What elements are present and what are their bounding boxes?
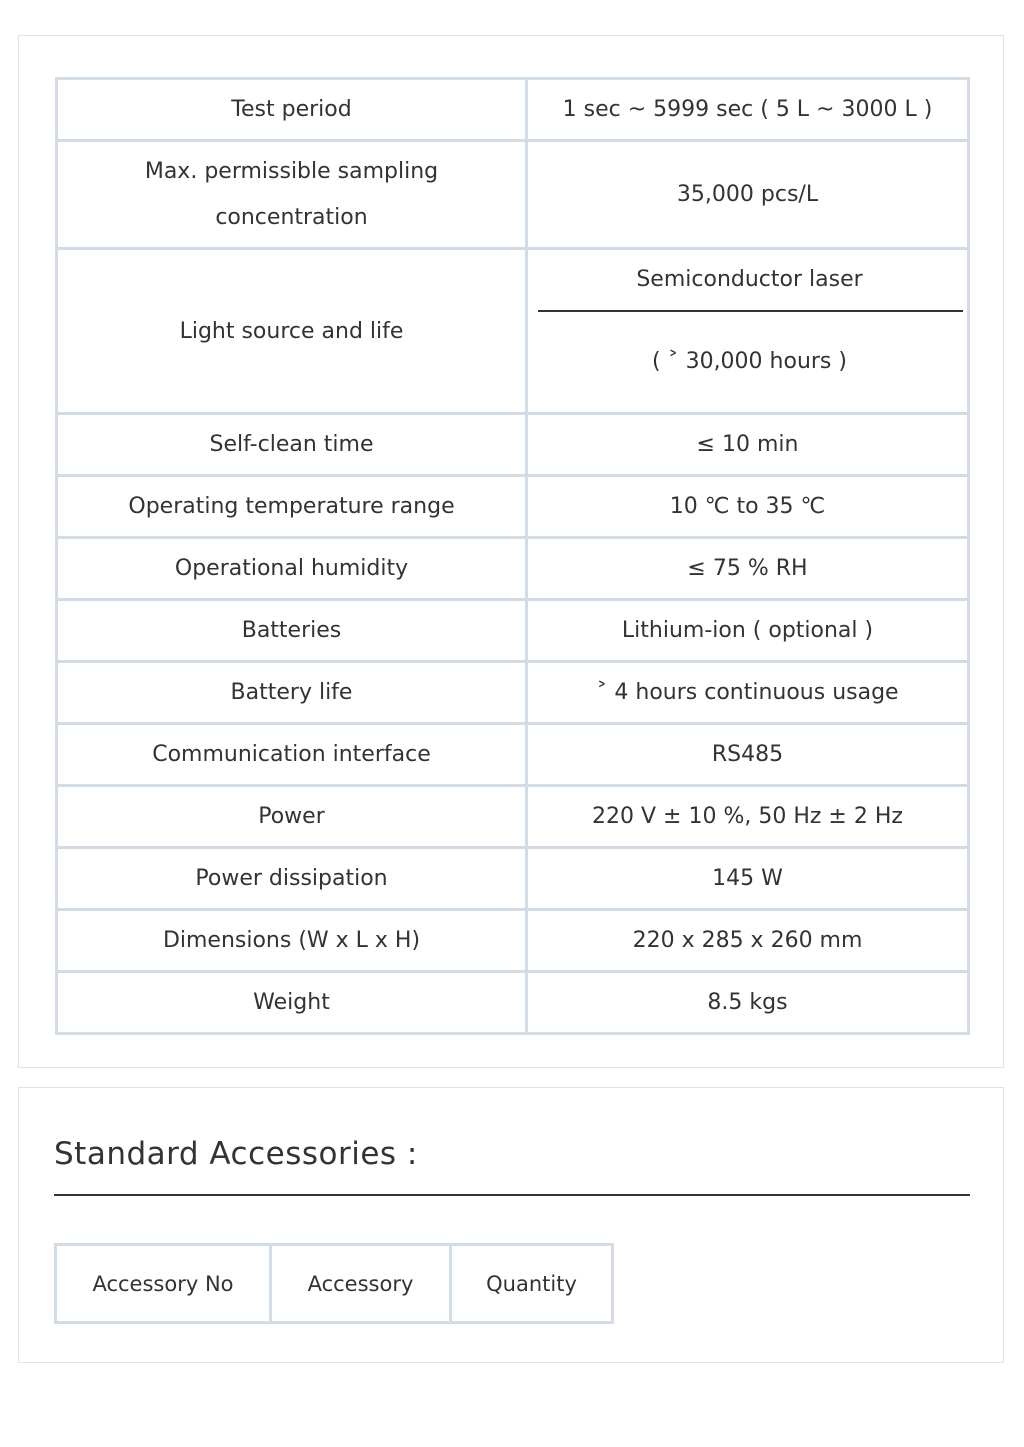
- spec-label: Battery life: [57, 662, 527, 724]
- spec-label: Weight: [57, 972, 527, 1034]
- table-row: [57, 538, 969, 600]
- spec-value: Lithium-ion ( optional ): [527, 600, 969, 662]
- spec-value-cell: [527, 249, 969, 414]
- accessories-table: [54, 1243, 614, 1324]
- spec-value: 1 sec ~ 5999 sec ( 5 L ~ 3000 L ): [527, 79, 969, 141]
- spec-value: 145 W: [527, 848, 969, 910]
- spec-label: Communication interface: [57, 724, 527, 786]
- specifications-panel: [18, 35, 1004, 1068]
- spec-value: ≤ 10 min: [527, 414, 969, 476]
- spec-label: Operating temperature range: [57, 476, 527, 538]
- spec-value: 220 x 285 x 260 mm: [527, 910, 969, 972]
- table-row: [57, 600, 969, 662]
- table-row: [57, 141, 969, 249]
- spec-value: RS485: [527, 724, 969, 786]
- spec-label: Max. permissible sampling: [144, 158, 439, 184]
- spec-value: 35,000 pcs/L: [527, 141, 969, 249]
- spec-label: Power dissipation: [57, 848, 527, 910]
- table-row: [57, 848, 969, 910]
- column-header-quantity: Quantity: [451, 1245, 613, 1323]
- spec-label-cell: [57, 141, 527, 249]
- table-row: [57, 724, 969, 786]
- spec-value: 220 V ± 10 %, 50 Hz ± 2 Hz: [527, 786, 969, 848]
- table-row: [57, 910, 969, 972]
- table-header-row: [56, 1245, 613, 1323]
- spec-value: ˃ 4 hours continuous usage: [527, 662, 969, 724]
- column-header-accessory: Accessory: [271, 1245, 451, 1323]
- spec-label: Power: [57, 786, 527, 848]
- column-header-accessory-no: Accessory No: [56, 1245, 271, 1323]
- section-title: Standard Accessories :: [54, 1136, 418, 1172]
- table-row: [57, 476, 969, 538]
- spec-value: ≤ 75 % RH: [527, 538, 969, 600]
- spec-value: 8.5 kgs: [527, 972, 969, 1034]
- spec-label: Dimensions (W x L x H): [57, 910, 527, 972]
- spec-value: 10 ℃ to 35 ℃: [527, 476, 969, 538]
- spec-label: Operational humidity: [57, 538, 527, 600]
- table-row: [57, 79, 969, 141]
- divider: [54, 1194, 970, 1196]
- table-row: [57, 249, 969, 414]
- specifications-table: [55, 77, 970, 1035]
- table-row: [57, 786, 969, 848]
- accessories-panel: [18, 1087, 1004, 1363]
- table-row: [57, 972, 969, 1034]
- spec-label: Batteries: [57, 600, 527, 662]
- spec-value-line2: ( ˃ 30,000 hours ): [652, 349, 847, 374]
- spec-label: Self-clean time: [57, 414, 527, 476]
- spec-label: Light source and life: [57, 249, 527, 414]
- table-row: [57, 662, 969, 724]
- spec-label: Test period: [57, 79, 527, 141]
- spec-label-line2: concentration: [215, 204, 368, 230]
- table-row: [57, 414, 969, 476]
- spec-value: Semiconductor laser: [636, 267, 863, 292]
